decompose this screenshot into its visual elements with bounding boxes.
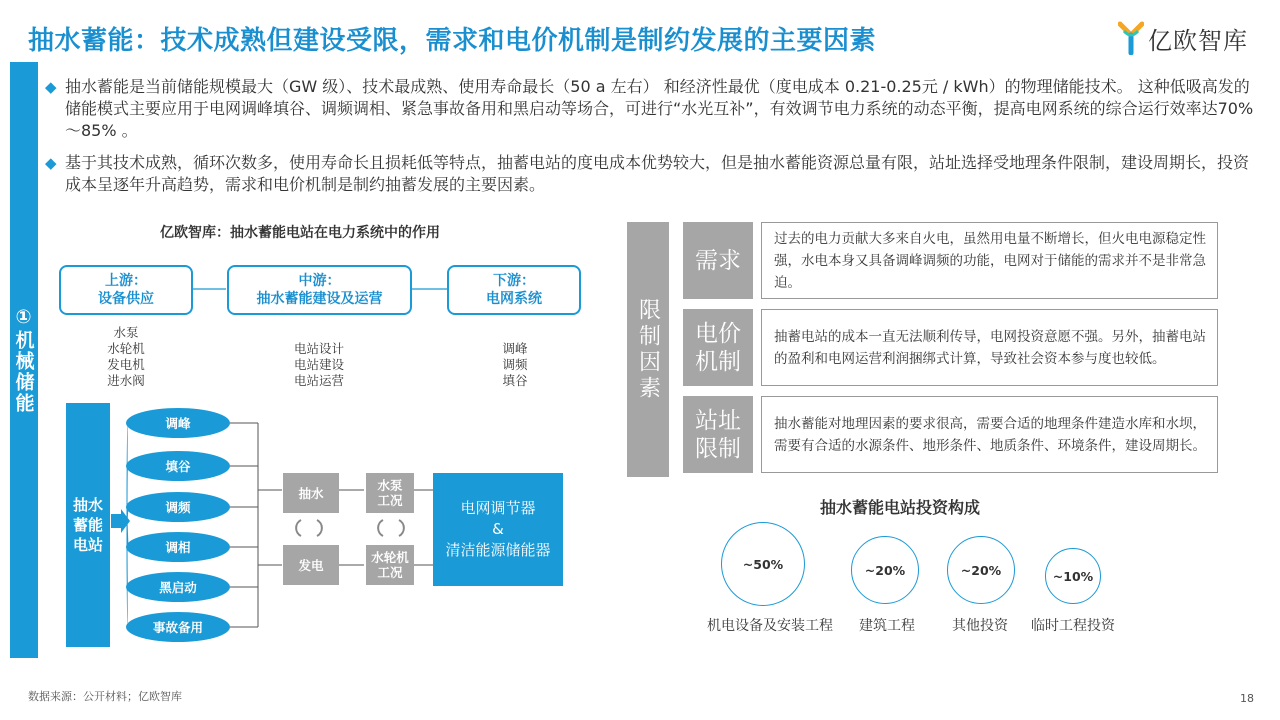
list-item: 电站建设 xyxy=(293,357,344,372)
invest-circle: ~10% xyxy=(1045,548,1101,604)
role-oval: 黑启动 xyxy=(126,572,230,602)
upstream-line2: 设备供应 xyxy=(98,291,154,307)
grid-line2: & xyxy=(492,520,504,538)
upstream-line1: 上游： xyxy=(105,273,147,289)
role-oval: 调峰 xyxy=(126,408,230,438)
generate-box: 发电 xyxy=(283,545,339,585)
limit-label xyxy=(683,396,753,473)
limit-desc xyxy=(761,396,1218,473)
invest-label: 建筑工程 xyxy=(859,618,915,634)
list-item: 电站运营 xyxy=(293,373,344,388)
list-item: 调峰 xyxy=(502,341,528,356)
limit-label-text: 电价机制 xyxy=(695,320,741,375)
bullet-text: 抽水蓄能是当前储能规模最大（GW 级）、技术最成熟、使用寿命最长（50 a 左右） 和经济性最优（度电成本 0.21-0.25元 / kWh）的物理储能技术。 这种低吸高发的储能模式主要应用于电网调峰填谷、调频调相、紧急事故备用和黑启动等场合，可进行“水光互补”，有效调节电力系统的动态平衡，提高电网系统的综合运行效率达70%～85% 。 xyxy=(65,77,1254,140)
page-title: 抽水蓄能：技术成熟但建设受限，需求和电价机制是制约发展的主要因素 xyxy=(28,26,877,56)
station-label: 抽水蓄能电站 xyxy=(72,496,103,554)
invest-circle: ~50% xyxy=(721,522,805,606)
role-oval: 事故备用 xyxy=(126,612,230,642)
upstream-items xyxy=(86,325,166,389)
midstream-line1: 中游： xyxy=(298,273,341,289)
page-number: 18 xyxy=(1240,692,1254,705)
limit-label-text: 站址限制 xyxy=(695,407,741,462)
invest-label: 其他投资 xyxy=(952,618,1008,634)
list-item: 水轮机 xyxy=(107,341,145,356)
grid-line1: 电网调节器 xyxy=(460,499,536,517)
limit-desc-text: 过去的电力贡献大多来自火电，虽然用电量不断增长，但火电电源稳定性强，水电本身又具备调峰调频的功能，电网对于储能的需求并不是非常急迫。 xyxy=(774,230,1206,291)
grid-line3: 清洁能源储能器 xyxy=(445,541,551,559)
limit-desc-text: 抽水蓄能对地理因素的要求很高，需要合适的地理条件建造水库和水坝，需要有合适的水源条件、地形条件、地质条件、环境条件，建设周期长。 xyxy=(774,415,1206,454)
investment-title: 抽水蓄能电站投资构成 xyxy=(820,498,981,517)
invest-circle: ~20% xyxy=(851,536,919,604)
list-item: 发电机 xyxy=(107,357,145,372)
diamond-icon: ◆ xyxy=(45,154,57,172)
upstream-box xyxy=(59,265,193,315)
diagram-title: 亿欧智库：抽水蓄能电站在电力系统中的作用 xyxy=(160,225,440,241)
logo-text: 亿欧智库 xyxy=(1148,26,1248,55)
source-note: 数据来源：公开材料；亿欧智库 xyxy=(28,690,182,703)
invest-circle: ~20% xyxy=(947,536,1015,604)
invest-label: 临时工程投资 xyxy=(1031,618,1115,634)
downstream-line2: 电网系统 xyxy=(486,291,542,307)
logo xyxy=(1118,18,1258,58)
list-item: 电站设计 xyxy=(293,341,344,356)
role-oval: 调相 xyxy=(126,532,230,562)
role-oval: 调频 xyxy=(126,492,230,522)
downstream-box xyxy=(447,265,581,315)
role-oval: 填谷 xyxy=(126,451,230,481)
limit-desc xyxy=(761,222,1218,299)
list-item: 填谷 xyxy=(502,373,528,388)
limit-label xyxy=(683,222,753,299)
midstream-box xyxy=(227,265,412,315)
limits-header xyxy=(627,222,669,477)
downstream-items xyxy=(475,341,555,389)
list-item: 调频 xyxy=(502,357,528,372)
midstream-items xyxy=(279,341,359,389)
bullet-text: 基于其技术成熟，循环次数多，使用寿命长且损耗低等特点，抽蓄电站的度电成本优势较大，但是抽水蓄能资源总量有限，站址选择受地理条件限制，建设周期长，投资成本呈逐年升高趋势，需求和电价机制是制约抽蓄发展的主要因素。 xyxy=(65,153,1250,194)
station-box xyxy=(66,403,110,647)
midstream-line2: 抽水蓄能建设及运营 xyxy=(256,291,383,307)
limit-desc-text: 抽蓄电站的成本一直无法顺利传导，电网投资意愿不强。另外，抽蓄电站的盈利和电网运营利润捆绑式计算，导致社会资本参与度也较低。 xyxy=(774,328,1206,367)
downstream-line1: 下游： xyxy=(493,273,535,289)
pump-box: 抽水 xyxy=(283,473,339,513)
turbine-mode-box: 水轮机工况 xyxy=(366,545,414,585)
section-label: ①机械储能 xyxy=(12,306,35,414)
list-item: 进水阀 xyxy=(107,373,145,388)
limits-header-text: 限制因素 xyxy=(635,297,661,402)
grid-regulator-box xyxy=(433,473,563,586)
limit-label-text: 需求 xyxy=(695,247,741,274)
limit-label xyxy=(683,309,753,386)
list-item: 水泵 xyxy=(113,325,139,340)
diamond-icon: ◆ xyxy=(45,78,57,96)
invest-label: 机电设备及安装工程 xyxy=(707,618,833,634)
pump-mode-box: 水泵工况 xyxy=(366,473,414,513)
logo-icon xyxy=(1118,21,1144,55)
limit-desc xyxy=(761,309,1218,386)
